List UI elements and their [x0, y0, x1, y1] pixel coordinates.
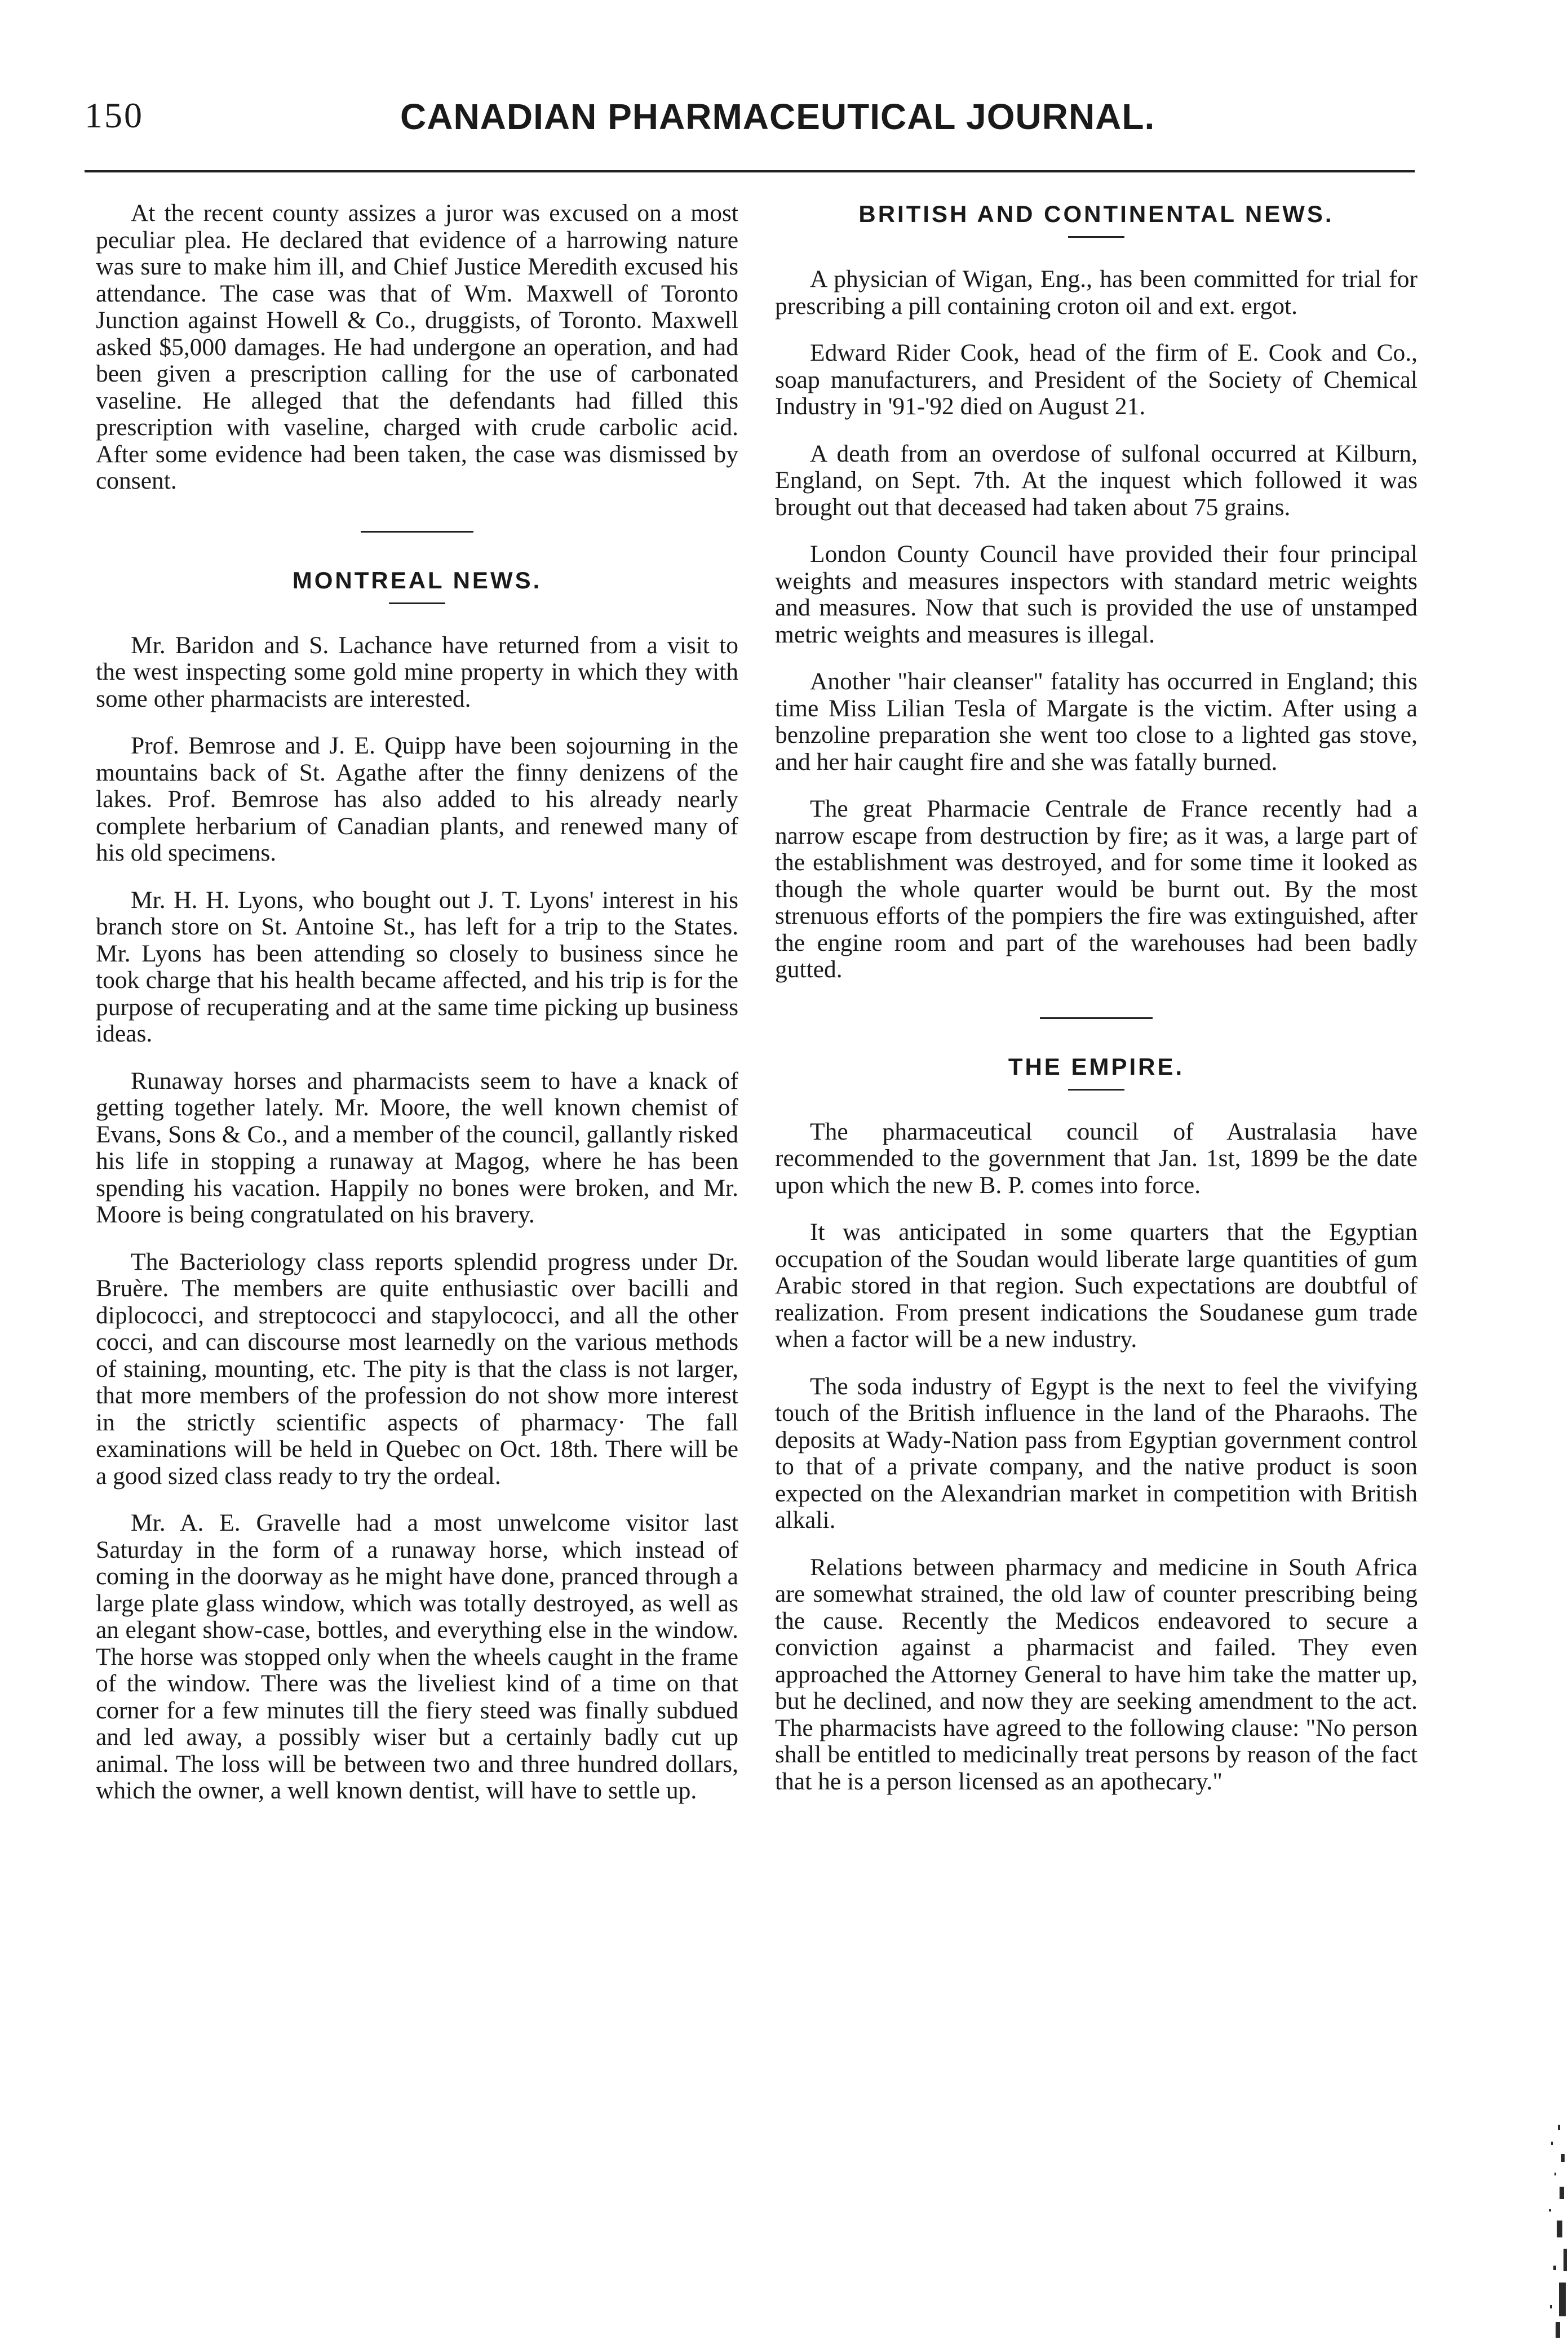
article-paragraph: Prof. Bemrose and J. E. Quipp have been sojourning in the mountains back of St. Agathe after the finny denizens of the lakes. Prof. Bemrose has also added to his already nearly complete herbarium of Canadian plants, and renewed many of his old specimens.: [96, 732, 738, 866]
article-paragraph: At the recent county assizes a juror was excused on a most peculiar plea. He declared that evidence of a harrowing nature was sure to make him ill, and Chief Justice Meredith excused his attendance. The case was that of Wm. Maxwell of Toronto Junction against Howell & Co., druggists, of Toronto. Maxwell asked $5,000 damages. He had undergone an operation, and had been given a prescription calling for the use of carbonated vaseline. He alleged that the defendants had filled this prescription with vaseline, charged with crude carbolic acid. After some evidence had been taken, the case was dismissed by consent.: [96, 200, 738, 494]
heading-underline: [1068, 1089, 1124, 1091]
article-paragraph: Runaway horses and pharmacists seem to have a knack of getting together lately. Mr. Moore, the well known chemist of Evans, Sons & Co., and a member of the council, gallantly risked his life in stopping a runaway at Magog, where he has been spending his vacation. Happily no bones were broken, and Mr. Moore is being congratulated on his bravery.: [96, 1067, 738, 1228]
page-header: [85, 85, 1415, 147]
journal-title: CANADIAN PHARMACEUTICAL JOURNAL.: [400, 96, 1155, 137]
article-paragraph: It was anticipated in some quarters that the Egyptian occupation of the Soudan would liberate large quantities of gum Arabic stored in that region. Such expectations are doubtful of realization. From present indications the Soudanese gum trade when a factor will be a new industry.: [775, 1218, 1418, 1353]
section-heading-british-news: BRITISH AND CONTINENTAL NEWS.: [858, 201, 1334, 227]
article-paragraph: The great Pharmacie Centrale de France recently had a narrow escape from destruction by fire; as it was, a large part of the establishment was destroyed, and for some time it looked as though the whole quarter would be burnt out. By the most strenuous efforts of the pompiers the fire was extinguished, after the engine room and part of the warehouses had been badly gutted.: [775, 795, 1418, 983]
article-paragraph: Another "hair cleanser" fatality has occurred in England; this time Miss Lilian Tesla of Margate is the victim. After using a benzoline preparation she went too close to a lighted gas stove, and her hair caught fire and she was fatally burned.: [775, 668, 1418, 775]
left-column: [96, 200, 738, 1825]
heading-underline: [389, 602, 445, 604]
article-paragraph: Relations between pharmacy and medicine in South Africa are somewhat strained, the old law of counter prescribing being the cause. Recently the Medicos endeavored to secure a conviction against a pharmacist and failed. They even approached the Attorney General to have him take the matter up, but he declined, and now they are seeking amendment to the act. The pharmacists have agreed to the following clause: "No person shall be entitled to medicinally treat persons by reason of the fact that he is a person licensed as an apothecary.": [775, 1553, 1418, 1795]
header-rule: [85, 170, 1415, 172]
scan-edge-noise: [1529, 2119, 1568, 2340]
article-paragraph: Edward Rider Cook, head of the firm of E. Cook and Co., soap manufacturers, and President of the Society of Chemical Industry in '91-'92 died on August 21.: [775, 339, 1418, 420]
section-heading-montreal-news: MONTREAL NEWS.: [292, 566, 542, 593]
article-paragraph: The Bacteriology class reports splendid progress under Dr. Bruère. The members are quite enthusiastic over bacilli and diplococci, and streptococci and stapylococci, and all the other cocci, and can discourse most learnedly on the various methods of staining, mounting, etc. The pity is that the class is not larger, that more members of the profession do not show more interest in the strictly scientific aspects of pharmacy· The fall examinations will be held in Quebec on Oct. 18th. There will be a good sized class ready to try the ordeal.: [96, 1248, 738, 1490]
section-divider: [361, 531, 473, 533]
right-column: [775, 200, 1418, 1815]
article-paragraph: The soda industry of Egypt is the next to feel the vivifying touch of the British influence in the land of the Pharaohs. The deposits at Wady-Nation pass from Egyptian government control to that of a private company, and the native product is soon expected on the Alexandrian market in competition with British alkali.: [775, 1372, 1418, 1534]
section-heading-the-empire: THE EMPIRE.: [1008, 1053, 1185, 1080]
article-paragraph: Mr. Baridon and S. Lachance have returned from a visit to the west inspecting some gold mine property in which they with some other pharmacists are interested.: [96, 631, 738, 712]
article-paragraph: Mr. H. H. Lyons, who bought out J. T. Lyons' interest in his branch store on St. Antoine St., has left for a trip to the States. Mr. Lyons has been attending so closely to business since he took charge that his health became affected, and his trip is for the purpose of recuperating and at the same time picking up business ideas.: [96, 886, 738, 1047]
article-paragraph: London County Council have provided their four principal weights and measures inspectors with standard metric weights and measures. Now that such is provided the use of unstamped metric weights and measures is illegal.: [775, 540, 1418, 648]
article-paragraph: Mr. A. E. Gravelle had a most unwelcome visitor last Saturday in the form of a runaway horse, which instead of coming in the doorway as he might have done, pranced through a large plate glass window, which was totally destroyed, as well as an elegant show-case, bottles, and everything else in the window. The horse was stopped only when the wheels caught in the frame of the window. There was the liveliest kind of a time on that corner for a few minutes till the fiery steed was finally subdued and led away, a possibly wiser but a certainly badly cut up animal. The loss will be between two and three hundred dollars, which the owner, a well known dentist, will have to settle up.: [96, 1509, 738, 1804]
article-paragraph: A physician of Wigan, Eng., has been committed for trial for prescribing a pill containing croton oil and ext. ergot.: [775, 265, 1418, 320]
page-number: 150: [85, 95, 144, 135]
article-paragraph: A death from an overdose of sulfonal occurred at Kilburn, England, on Sept. 7th. At the inquest which followed it was brought out that deceased had taken about 75 grains.: [775, 440, 1418, 521]
heading-underline: [1068, 236, 1124, 238]
article-paragraph: The pharmaceutical council of Australasia have recommended to the government that Jan. 1st, 1899 be the date upon which the new B. P. comes into force.: [775, 1118, 1418, 1199]
section-divider: [1040, 1017, 1153, 1019]
